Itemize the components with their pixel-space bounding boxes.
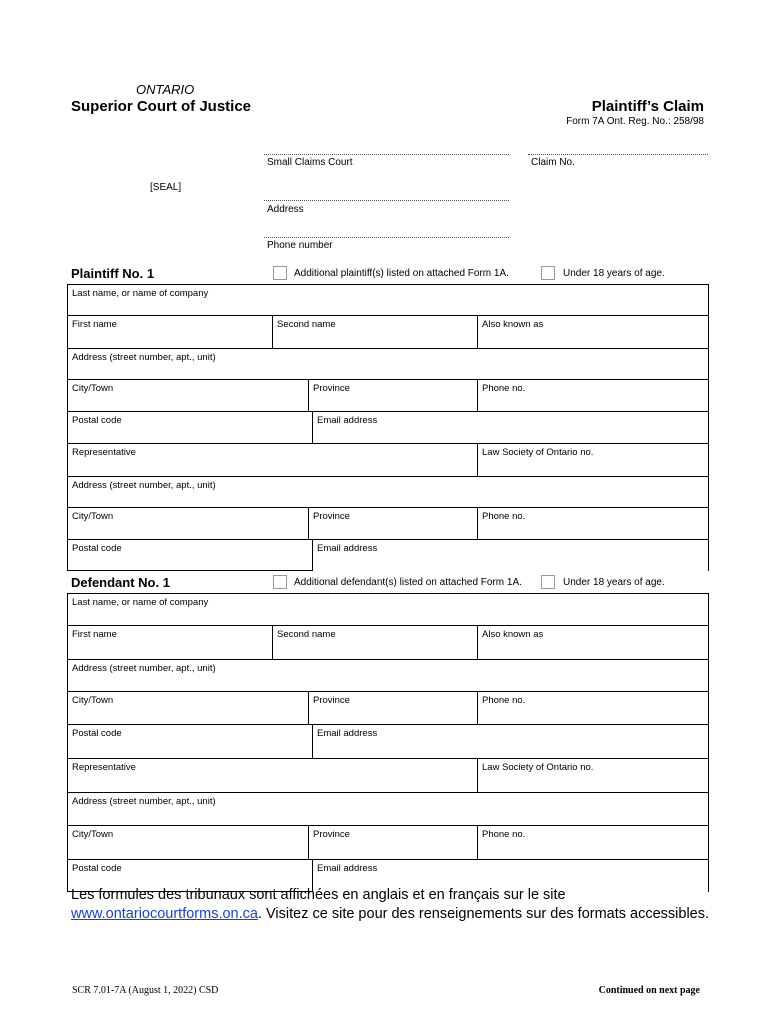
defendant-rep-province-field[interactable] bbox=[309, 826, 478, 859]
field-label: Province bbox=[313, 695, 350, 706]
form-reference: Form 7A Ont. Reg. No.: 258/98 bbox=[566, 116, 704, 127]
field-label: Address (street number, apt., unit) bbox=[72, 352, 216, 363]
defendant-last-name-row bbox=[68, 594, 709, 626]
defendant-rep-city-row bbox=[68, 826, 709, 860]
plaintiff-province-field[interactable] bbox=[309, 380, 478, 411]
field-label: City/Town bbox=[72, 695, 114, 706]
plaintiff-aka-field[interactable] bbox=[478, 316, 709, 348]
plaintiff-rep-row bbox=[68, 444, 709, 477]
plaintiff-rep-email-field[interactable] bbox=[313, 540, 709, 571]
ontario-court-forms-link[interactable]: www.ontariocourtforms.on.ca bbox=[71, 906, 258, 922]
plaintiff-section-title: Plaintiff No. 1 bbox=[71, 266, 155, 281]
field-label: Email address bbox=[317, 543, 378, 554]
plaintiff-city-field[interactable] bbox=[68, 380, 309, 411]
field-label: Phone no. bbox=[482, 695, 526, 706]
claim-no-label: Claim No. bbox=[531, 157, 575, 168]
plaintiff-rep-province-field[interactable] bbox=[309, 508, 478, 539]
additional-defendants-label: Additional defendant(s) listed on attached Form 1A. bbox=[294, 577, 522, 588]
defendant-email-field[interactable] bbox=[313, 725, 709, 758]
defendant-lso-field[interactable] bbox=[478, 759, 709, 792]
plaintiff-postal-row bbox=[68, 412, 709, 444]
form-title: Plaintiff’s Claim bbox=[591, 98, 704, 115]
field-label: Email address bbox=[317, 415, 378, 426]
plaintiff-under18-label: Under 18 years of age. bbox=[563, 268, 665, 279]
defendant-name-row bbox=[68, 626, 709, 660]
defendant-rep-address-row bbox=[68, 793, 709, 826]
plaintiff-last-name-row bbox=[68, 285, 709, 316]
field-label: Email address bbox=[317, 728, 378, 739]
field-label: Second name bbox=[277, 629, 336, 640]
court-phone-line[interactable] bbox=[264, 237, 509, 238]
field-label: First name bbox=[72, 319, 117, 330]
defendant-first-name-field[interactable] bbox=[68, 626, 273, 659]
defendant-city-row bbox=[68, 692, 709, 725]
defendant-city-field[interactable] bbox=[68, 692, 309, 724]
field-label: Province bbox=[313, 383, 350, 394]
french-forms-notice bbox=[71, 886, 731, 924]
field-label: Address (street number, apt., unit) bbox=[72, 663, 216, 674]
field-label: Address (street number, apt., unit) bbox=[72, 796, 216, 807]
field-label: Phone no. bbox=[482, 511, 526, 522]
defendant-under18-checkbox[interactable] bbox=[541, 575, 555, 589]
field-label: Address (street number, apt., unit) bbox=[72, 480, 216, 491]
court-address-line[interactable] bbox=[264, 200, 509, 201]
plaintiff-representative-field[interactable] bbox=[68, 444, 478, 476]
field-label: Phone no. bbox=[482, 383, 526, 394]
defendant-last-name-field[interactable] bbox=[68, 594, 709, 625]
court-phone-label: Phone number bbox=[267, 240, 333, 251]
defendant-phone-field[interactable] bbox=[478, 692, 709, 724]
court-name: Superior Court of Justice bbox=[71, 98, 252, 115]
field-label: City/Town bbox=[72, 511, 114, 522]
defendant-section-title: Defendant No. 1 bbox=[71, 575, 170, 590]
field-label: Also known as bbox=[482, 319, 544, 330]
field-label: Province bbox=[313, 511, 350, 522]
defendant-rep-phone-field[interactable] bbox=[478, 826, 709, 859]
field-label: Province bbox=[313, 829, 350, 840]
defendant-under18-label: Under 18 years of age. bbox=[563, 577, 665, 588]
defendant-representative-field[interactable] bbox=[68, 759, 478, 792]
defendant-aka-field[interactable] bbox=[478, 626, 709, 659]
plaintiff-under18-checkbox[interactable] bbox=[541, 266, 555, 280]
plaintiff-name-row bbox=[68, 316, 709, 349]
field-label: City/Town bbox=[72, 383, 114, 394]
defendant-rep-city-field[interactable] bbox=[68, 826, 309, 859]
field-label: Law Society of Ontario no. bbox=[482, 447, 594, 458]
province-label: ONTARIO bbox=[136, 82, 195, 97]
claim-no-line[interactable] bbox=[528, 154, 708, 155]
plaintiff-city-row bbox=[68, 380, 709, 412]
small-claims-court-label: Small Claims Court bbox=[267, 157, 353, 168]
continued-label: Continued on next page bbox=[598, 985, 700, 996]
field-label: Representative bbox=[72, 447, 136, 458]
defendant-address-row bbox=[68, 660, 709, 692]
plaintiff-second-name-field[interactable] bbox=[273, 316, 478, 348]
plaintiff-grid bbox=[67, 284, 709, 571]
field-label: Postal code bbox=[72, 543, 122, 554]
field-label: Postal code bbox=[72, 415, 122, 426]
additional-plaintiffs-checkbox[interactable] bbox=[273, 266, 287, 280]
defendant-rep-row bbox=[68, 759, 709, 793]
field-label: Last name, or name of company bbox=[72, 288, 209, 299]
field-label: Also known as bbox=[482, 629, 544, 640]
notice-text-after: . Visitez ce site pour des renseignements sur des formats accessibles. bbox=[257, 906, 710, 922]
seal-label: [SEAL] bbox=[150, 182, 182, 193]
court-address-label: Address bbox=[267, 204, 304, 215]
plaintiff-last-name-field[interactable] bbox=[68, 285, 709, 315]
defendant-postal-field[interactable] bbox=[68, 725, 313, 758]
defendant-second-name-field[interactable] bbox=[273, 626, 478, 659]
plaintiff-address-field[interactable] bbox=[68, 349, 709, 379]
plaintiff-rep-address-row bbox=[68, 477, 709, 508]
field-label: City/Town bbox=[72, 829, 114, 840]
plaintiff-rep-postal-field[interactable] bbox=[68, 540, 313, 571]
plaintiff-address-row bbox=[68, 349, 709, 380]
plaintiff-email-field[interactable] bbox=[313, 412, 709, 443]
defendant-grid bbox=[67, 593, 709, 892]
plaintiff-rep-city-row bbox=[68, 508, 709, 540]
plaintiff-rep-address-field[interactable] bbox=[68, 477, 709, 507]
form-code: SCR 7.01-7A (August 1, 2022) CSD bbox=[72, 985, 219, 996]
field-label: Second name bbox=[277, 319, 336, 330]
field-label: Email address bbox=[317, 863, 378, 874]
defendant-postal-row bbox=[68, 725, 709, 759]
notice-text-before: Les formules des tribunaux sont affichées en anglais et en français sur le site bbox=[71, 887, 566, 903]
field-label: Representative bbox=[72, 762, 136, 773]
field-label: Postal code bbox=[72, 863, 122, 874]
defendant-province-field[interactable] bbox=[309, 692, 478, 724]
additional-defendants-checkbox[interactable] bbox=[273, 575, 287, 589]
field-label: Phone no. bbox=[482, 829, 526, 840]
field-label: First name bbox=[72, 629, 117, 640]
plaintiff-first-name-field[interactable] bbox=[68, 316, 273, 348]
additional-plaintiffs-label: Additional plaintiff(s) listed on attached Form 1A. bbox=[294, 268, 509, 279]
defendant-address-field[interactable] bbox=[68, 660, 709, 691]
field-label: Last name, or name of company bbox=[72, 597, 209, 608]
field-label: Law Society of Ontario no. bbox=[482, 762, 594, 773]
small-claims-court-line[interactable] bbox=[264, 154, 509, 155]
field-label: Postal code bbox=[72, 728, 122, 739]
defendant-rep-address-field[interactable] bbox=[68, 793, 709, 825]
plaintiff-rep-phone-field[interactable] bbox=[478, 508, 709, 539]
plaintiff-phone-field[interactable] bbox=[478, 380, 709, 411]
plaintiff-lso-field[interactable] bbox=[478, 444, 709, 476]
plaintiff-rep-postal-row bbox=[68, 540, 709, 571]
plaintiff-rep-city-field[interactable] bbox=[68, 508, 309, 539]
plaintiff-postal-field[interactable] bbox=[68, 412, 313, 443]
